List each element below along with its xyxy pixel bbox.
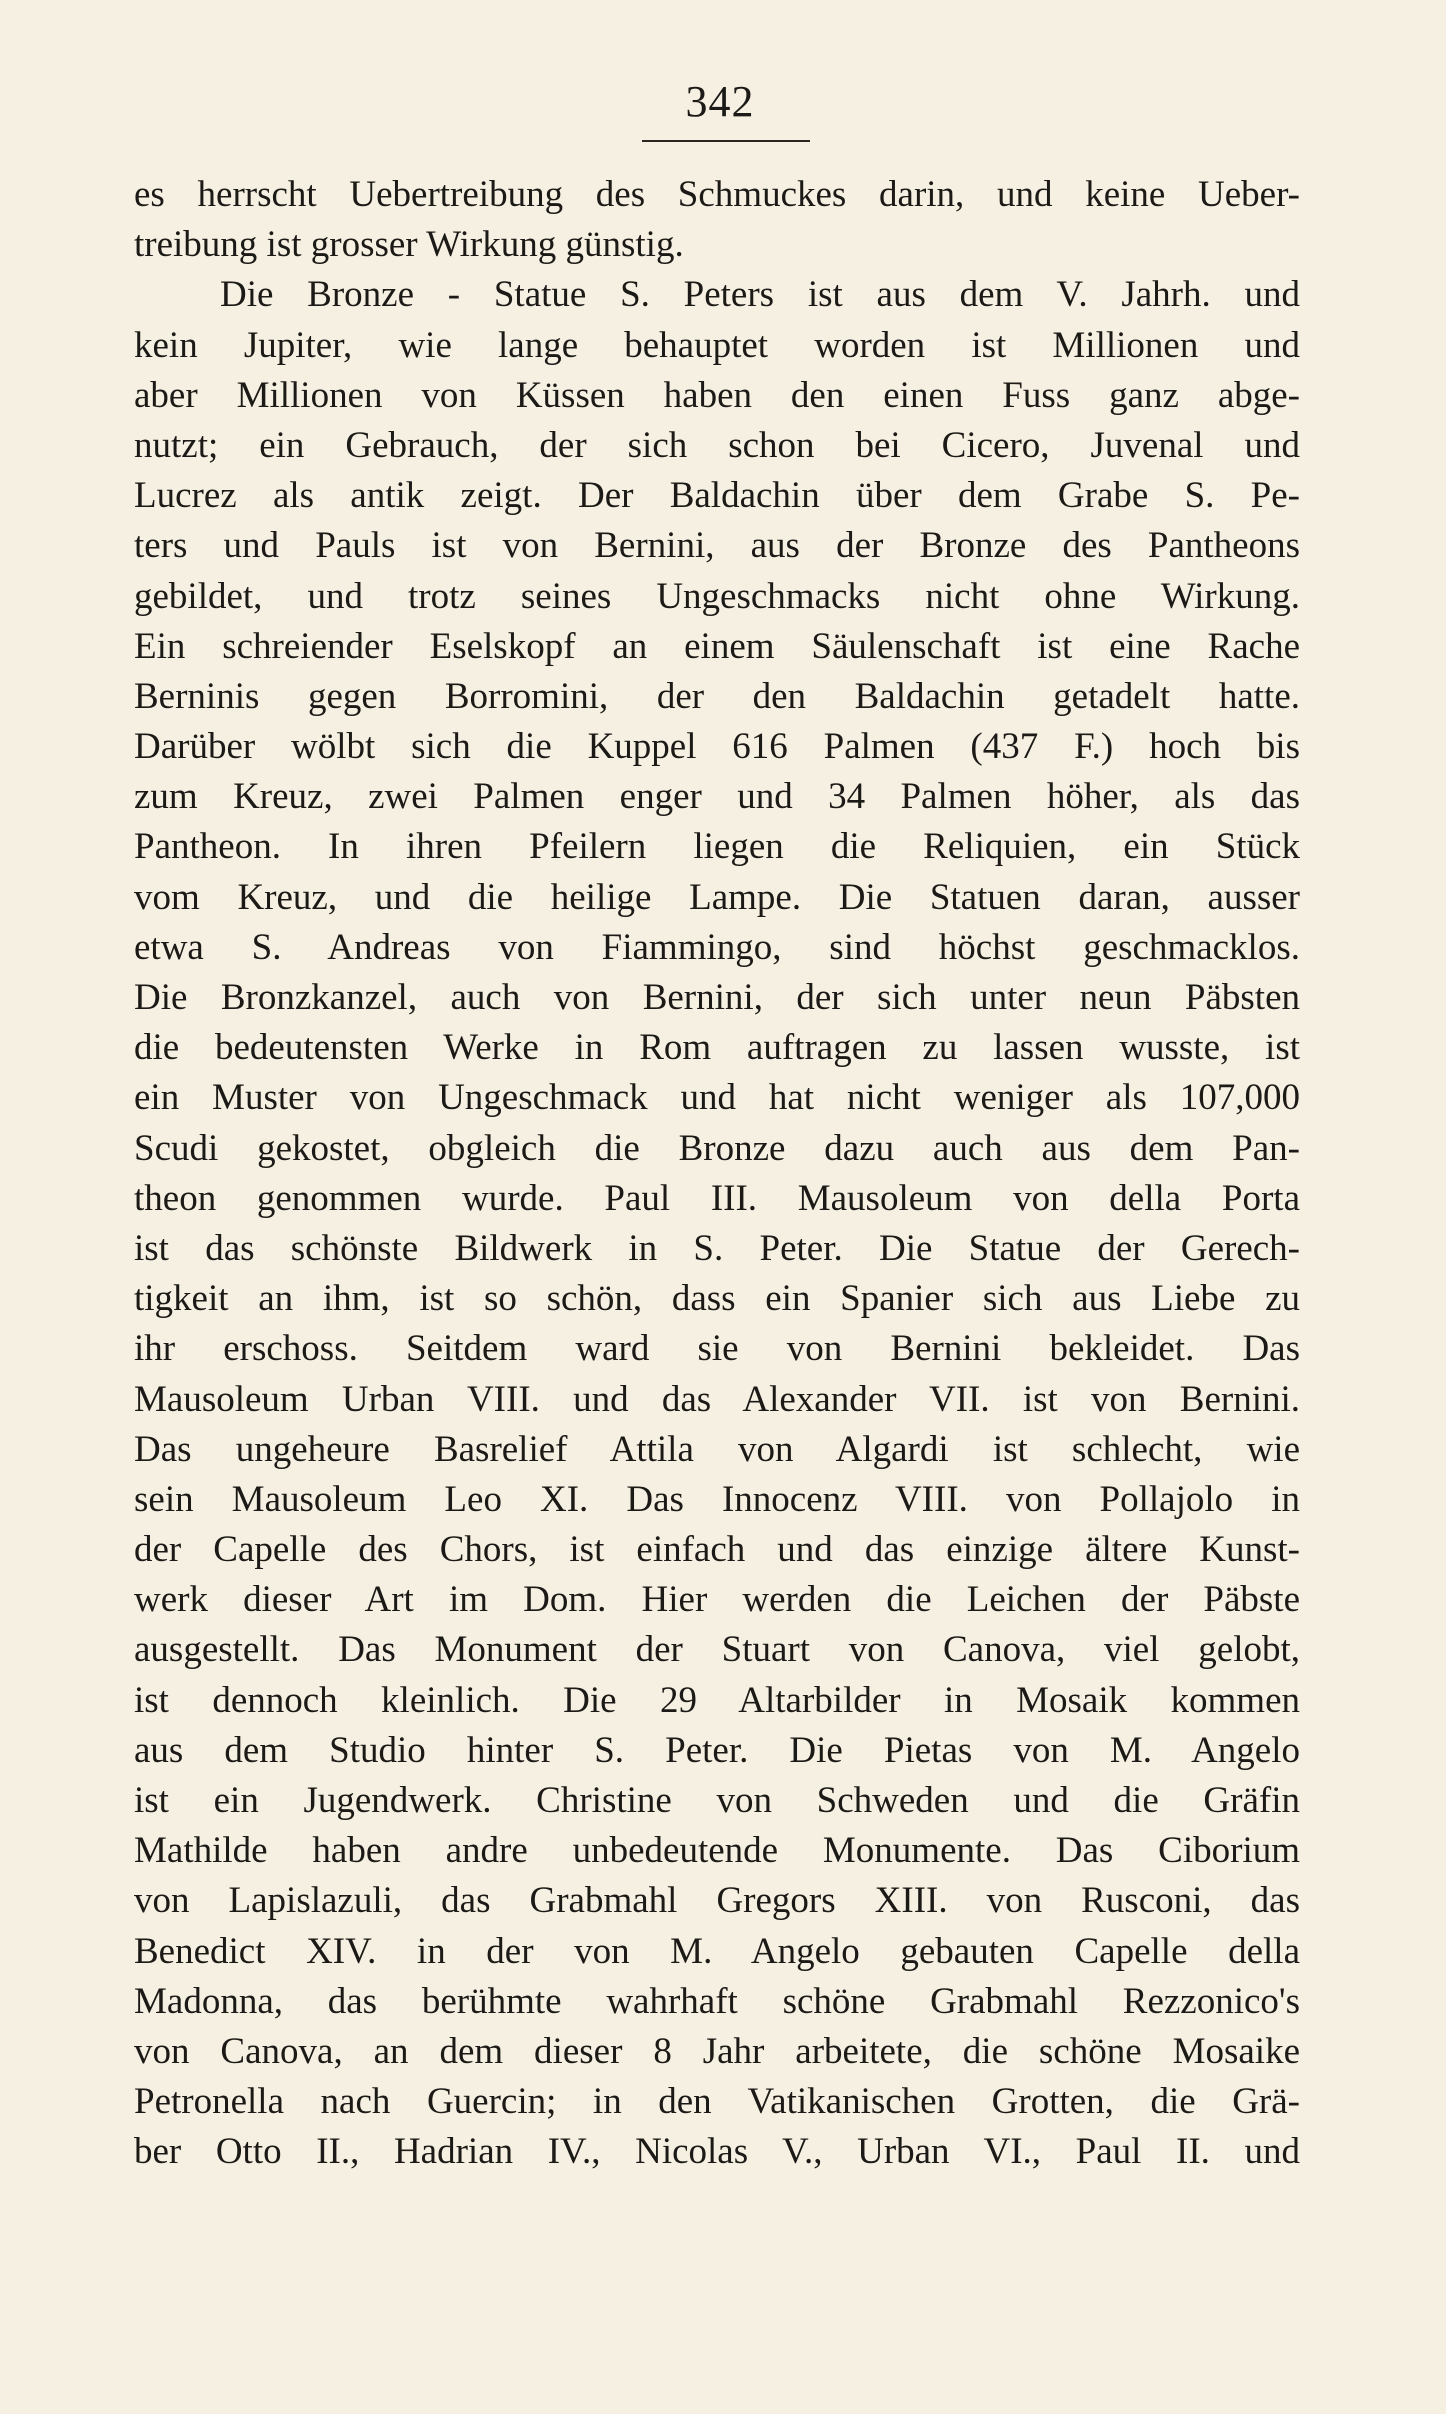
text-line: tigkeit an ihm, ist so schön, dass ein Spanier sich aus Liebe zu	[134, 1278, 1300, 1320]
text-line: Das ungeheure Basrelief Attila von Algardi ist schlecht, wie	[134, 1428, 1300, 1470]
text-line: Benedict XIV. in der von M. Angelo gebauten Capelle della	[134, 1930, 1300, 1972]
text-line: Die Bronze - Statue S. Peters ist aus dem V. Jahrh. und	[220, 274, 1300, 316]
text-line: ihr erschoss. Seitdem ward sie von Bernini bekleidet. Das	[134, 1328, 1300, 1370]
text-line: etwa S. Andreas von Fiammingo, sind höchst geschmacklos.	[134, 926, 1300, 968]
text-line: aber Millionen von Küssen haben den einen Fuss ganz abge-	[134, 374, 1300, 416]
text-line: Lucrez als antik zeigt. Der Baldachin über dem Grabe S. Pe-	[134, 475, 1300, 517]
text-line: theon genommen wurde. Paul III. Mausoleum von della Porta	[134, 1177, 1300, 1219]
text-line: die bedeutensten Werke in Rom auftragen zu lassen wusste, ist	[134, 1027, 1300, 1069]
text-line: ist dennoch kleinlich. Die 29 Altarbilder in Mosaik kommen	[134, 1679, 1300, 1721]
text-line: ein Muster von Ungeschmack und hat nicht weniger als 107,000	[134, 1077, 1300, 1119]
text-line: nutzt; ein Gebrauch, der sich schon bei Cicero, Juvenal und	[134, 424, 1300, 466]
text-line: Darüber wölbt sich die Kuppel 616 Palmen (437 F.) hoch bis	[134, 726, 1300, 768]
text-line: Mausoleum Urban VIII. und das Alexander VII. ist von Bernini.	[134, 1378, 1300, 1420]
body-text	[134, 170, 1300, 2178]
text-line: ters und Pauls ist von Bernini, aus der Bronze des Pantheons	[134, 525, 1300, 567]
text-line: Scudi gekostet, obgleich die Bronze dazu auch aus dem Pan-	[134, 1127, 1300, 1169]
text-line: Die Bronzkanzel, auch von Bernini, der sich unter neun Päbsten	[134, 977, 1300, 1018]
text-line: Ein schreiender Eselskopf an einem Säulenschaft ist eine Rache	[134, 625, 1300, 667]
text-line: es herrscht Uebertreibung des Schmuckes darin, und keine Ueber-	[134, 174, 1300, 215]
text-line: Berninis gegen Borromini, der den Baldachin getadelt hatte.	[134, 675, 1300, 717]
text-line: kein Jupiter, wie lange behauptet worden ist Millionen und	[134, 324, 1300, 366]
text-line: Madonna, das berühmte wahrhaft schöne Grabmahl Rezzonico's	[134, 1980, 1300, 2022]
text-line: treibung ist grosser Wirkung günstig.	[134, 224, 684, 266]
text-line: Mathilde haben andre unbedeutende Monumente. Das Ciborium	[134, 1830, 1300, 1872]
page-number: 342	[685, 77, 755, 126]
text-line: vom Kreuz, und die heilige Lampe. Die Statuen daran, ausser	[134, 876, 1300, 918]
text-line: zum Kreuz, zwei Palmen enger und 34 Palmen höher, als das	[134, 776, 1300, 818]
text-line: ausgestellt. Das Monument der Stuart von Canova, viel gelobt,	[134, 1629, 1300, 1671]
text-line: Pantheon. In ihren Pfeilern liegen die Reliquien, ein Stück	[134, 826, 1300, 868]
header-rule	[642, 140, 810, 142]
text-line: ist das schönste Bildwerk in S. Peter. Die Statue der Gerech-	[134, 1227, 1300, 1269]
text-line: ist ein Jugendwerk. Christine von Schweden und die Gräfin	[134, 1780, 1300, 1821]
text-line: werk dieser Art im Dom. Hier werden die Leichen der Päbste	[134, 1579, 1300, 1621]
text-line: von Lapislazuli, das Grabmahl Gregors XIII. von Rusconi, das	[134, 1880, 1300, 1922]
text-line: von Canova, an dem dieser 8 Jahr arbeitete, die schöne Mosaike	[134, 2030, 1300, 2072]
text-line: aus dem Studio hinter S. Peter. Die Pietas von M. Angelo	[134, 1729, 1300, 1771]
text-line: der Capelle des Chors, ist einfach und das einzige ältere Kunst-	[134, 1529, 1300, 1571]
text-line: gebildet, und trotz seines Ungeschmacks nicht ohne Wirkung.	[134, 575, 1300, 617]
text-line: ber Otto II., Hadrian IV., Nicolas V., Urban VI., Paul II. und	[134, 2131, 1300, 2173]
text-line: sein Mausoleum Leo XI. Das Innocenz VIII. von Pollajolo in	[134, 1478, 1300, 1520]
text-line: Petronella nach Guercin; in den Vatikanischen Grotten, die Grä-	[134, 2081, 1300, 2123]
